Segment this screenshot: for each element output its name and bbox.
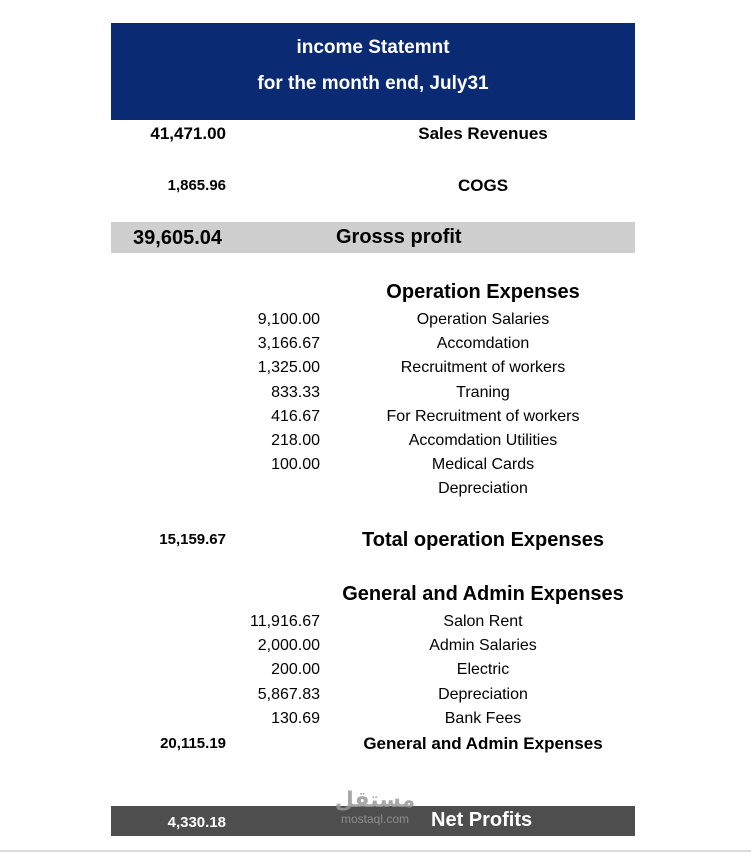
admin-item-value: 5,867.83: [257, 686, 320, 703]
operation-item-value: 100.00: [271, 456, 320, 473]
statement-header: [111, 23, 635, 120]
admin-item-value: 2,000.00: [257, 637, 320, 654]
statement-subtitle: for the month end, July31: [257, 73, 489, 94]
operation-item-label: Medical Cards: [431, 456, 535, 473]
operation-item-value: 9,100.00: [257, 311, 320, 328]
mostaql-watermark: [325, 788, 425, 826]
operation-expenses-title: Operation Expenses: [386, 281, 580, 303]
gross-profit-label: Grosss profit: [336, 226, 462, 248]
admin-item-label: Depreciation: [438, 686, 528, 703]
operation-item-label: Depreciation: [438, 480, 528, 497]
admin-item-value: 11,916.67: [250, 613, 320, 630]
operation-total-label: Total operation Expenses: [362, 529, 604, 551]
watermark-arabic: مستقل: [334, 787, 416, 812]
operation-item-value: 1,325.00: [257, 359, 320, 376]
operation-item-label: Accomdation Utilities: [408, 432, 558, 449]
admin-item-label: Bank Fees: [444, 710, 522, 727]
operation-item-value: 3,166.67: [257, 335, 320, 352]
operation-item-label: Operation Salaries: [416, 311, 550, 328]
admin-expenses-title: General and Admin Expenses: [342, 583, 624, 605]
statement-title: income Statemnt: [296, 37, 450, 58]
sales-value: 41,471.00: [150, 124, 226, 143]
admin-item-value: 130.69: [271, 710, 320, 727]
operation-total-value: 15,159.67: [159, 531, 226, 548]
operation-item-label: Accomdation: [436, 335, 530, 352]
admin-total-label: General and Admin Expenses: [363, 734, 603, 753]
net-profit-value: 4,330.18: [167, 814, 226, 831]
operation-item-label: For Recruitment of workers: [386, 408, 580, 425]
operation-item-label: Recruitment of workers: [400, 359, 566, 376]
admin-item-label: Salon Rent: [443, 613, 523, 630]
cogs-label: COGS: [457, 176, 509, 195]
sales-label: Sales Revenues: [418, 124, 548, 143]
net-profit-label: Net Profits: [431, 809, 533, 831]
admin-total-value: 20,115.19: [160, 735, 226, 752]
page-bottom-divider: [0, 850, 751, 852]
operation-item-value: 833.33: [271, 384, 320, 401]
admin-item-label: Electric: [456, 661, 510, 678]
watermark-latin: mostaql.com: [340, 812, 410, 826]
gross-profit-value: 39,605.04: [133, 227, 222, 249]
operation-item-label: Traning: [456, 384, 510, 401]
cogs-value: 1,865.96: [167, 177, 226, 194]
operation-item-value: 218.00: [271, 432, 320, 449]
admin-item-label: Admin Salaries: [429, 637, 537, 654]
operation-item-value: 416.67: [271, 408, 320, 425]
admin-item-value: 200.00: [271, 661, 320, 678]
